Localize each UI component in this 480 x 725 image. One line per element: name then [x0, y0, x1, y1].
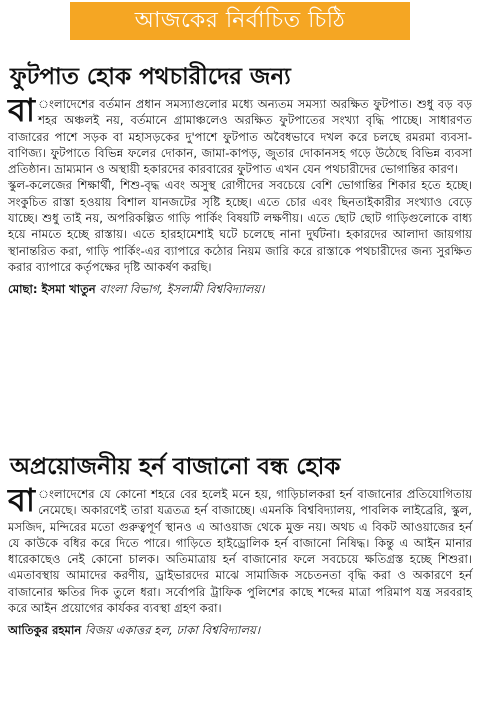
letter-body: [8, 91, 472, 275]
letter-article: [8, 62, 472, 297]
letter-headline: অপ্রয়োজনীয় হর্ন বাজানো বন্ধ হোক: [10, 454, 341, 480]
letter-signature: [8, 281, 472, 297]
letter-article: [8, 452, 472, 638]
letter-paragraph: [8, 481, 472, 616]
drop-cap: বা: [8, 481, 36, 519]
section-title: আজকের নির্বাচিত চিঠি: [134, 8, 346, 33]
letter-paragraph: স্কুল-কলেজের শিক্ষার্থী, শিশু-বৃদ্ধ এবং অসুস্থ রোগীদের সবচেয়ে বেশি ভোগান্তির শিকার হতে হচ্ছে। সংকুচিত রাস্তা হওয়ায় বিশাল যানজটের সৃষ্টি হচ্ছে। এতে চোর এবং ছিনতাইকারীর সংখ্যাও বেড়ে যাচ্ছে। শুধু তাই নয়, অপরিকল্পিত গাড়ি পার্কিং বিষয়টি লক্ষণীয়। এতে ছোট ছোট গাড়িগুলোকে বাধ্য হয়ে নামতে হচ্ছে রাস্তায়। এতে হারহামেশাই ঘটে চলেছে নানা দুর্ঘটনা। হকারদের আলাদা জায়গায় স্থানান্তরিত করা, গাড়ি পার্কিং-এর ব্যাপারে কঠোর নিয়ম জারি করে রাস্তাকে পথচারীদের জন্য সুরক্ষিত করার ব্যাপারে কর্তৃপক্ষের দৃষ্টি আকর্ষণ করছি।: [8, 178, 472, 274]
letter-signature: [8, 622, 472, 638]
author-affiliation: বিজয় একাত্তর হল, ঢাকা বিশ্ববিদ্যালয়।: [84, 623, 261, 638]
author-name: আতিকুর রহমান: [8, 623, 82, 638]
letter-paragraph: [8, 91, 472, 177]
drop-cap: বা: [8, 91, 36, 129]
author-name: মোছা: ইসমা খাতুন: [8, 282, 96, 297]
letter-body: [8, 481, 472, 616]
section-banner: [70, 2, 410, 40]
letter-headline: ফুটপাত হোক পথচারীদের জন্য: [10, 64, 291, 90]
paragraph-text: ংলাদেশের যে কোনো শহরে বের হলেই মনে হয়, গাড়িচালকরা হর্ন বাজানোর প্রতিযোগিতায় নেমেছে। অকারণেই তারা যত্রতত্র হর্ন বাজাচ্ছে। এমনকি বিশ্ববিদ্যালয়, পাবলিক লাইব্রেরি, স্কুল, মসজিদ, মন্দিরের মতো গুরুত্বপূর্ণ স্থানও এ আওয়াজ থেকে মুক্ত নয়। অথচ এ বিকট আওয়াজের হর্ন যে কাউকে বধির করে দিতে পারে। গাড়িতে হাইড্রোলিক হর্ন বাজানো নিষিদ্ধ। কিন্তু এ আইন মানার ধারেকাছেও নেই কোনো চালক। অতিমাত্রায় হর্ন বাজানোর ফলে সবচেয়ে ক্ষতিগ্রস্ত হচ্ছে শিশুরা। এমতাবস্থায় আমাদের করণীয়, ড্রাইভারদের মাঝে সামাজিক সচেতনতা বৃদ্ধি করা ও অকারণে হর্ন বাজানোর ক্ষতির দিক তুলে ধরা। সর্বোপরি ট্রাফিক পুলিশের কাছে শব্দের মাত্রা পরিমাপ যন্ত্র সরবরাহ করে আইন প্রয়োগের কার্যকর ব্যবস্থা গ্রহণ করা।: [8, 487, 472, 616]
author-affiliation: বাংলা বিভাগ, ইসলামী বিশ্ববিদ্যালয়।: [99, 282, 265, 297]
paragraph-text: ংলাদেশের বর্তমান প্রধান সমস্যাগুলোর মধ্যে অন্যতম সমস্যা অরক্ষিত ফুটপাত। শুধু বড় বড় শহর অঞ্চলই নয়, বর্তমানে গ্রামাঞ্চলেও অরক্ষিত ফুটপাতের সংখ্যা বৃদ্ধি পাচ্ছে। সাধারণত বাজারের পাশে সড়ক বা মহাসড়কের দু'পাশে ফুটপাত অবৈধভাবে দখল করে চলছে রমরমা ব্যবসা-বাণিজ্য। ফুটপাতে বিভিন্ন ফলের দোকান, জামা-কাপড়, জুতার দোকানসহ গড়ে উঠেছে বিভিন্ন ব্যবসা প্রতিষ্ঠান। ভ্রাম্যমান ও অস্থায়ী হকারদের কারবারের ফুটপাত এখন যেন পথচারীদের ভোগান্তির কারণ।: [8, 97, 472, 177]
